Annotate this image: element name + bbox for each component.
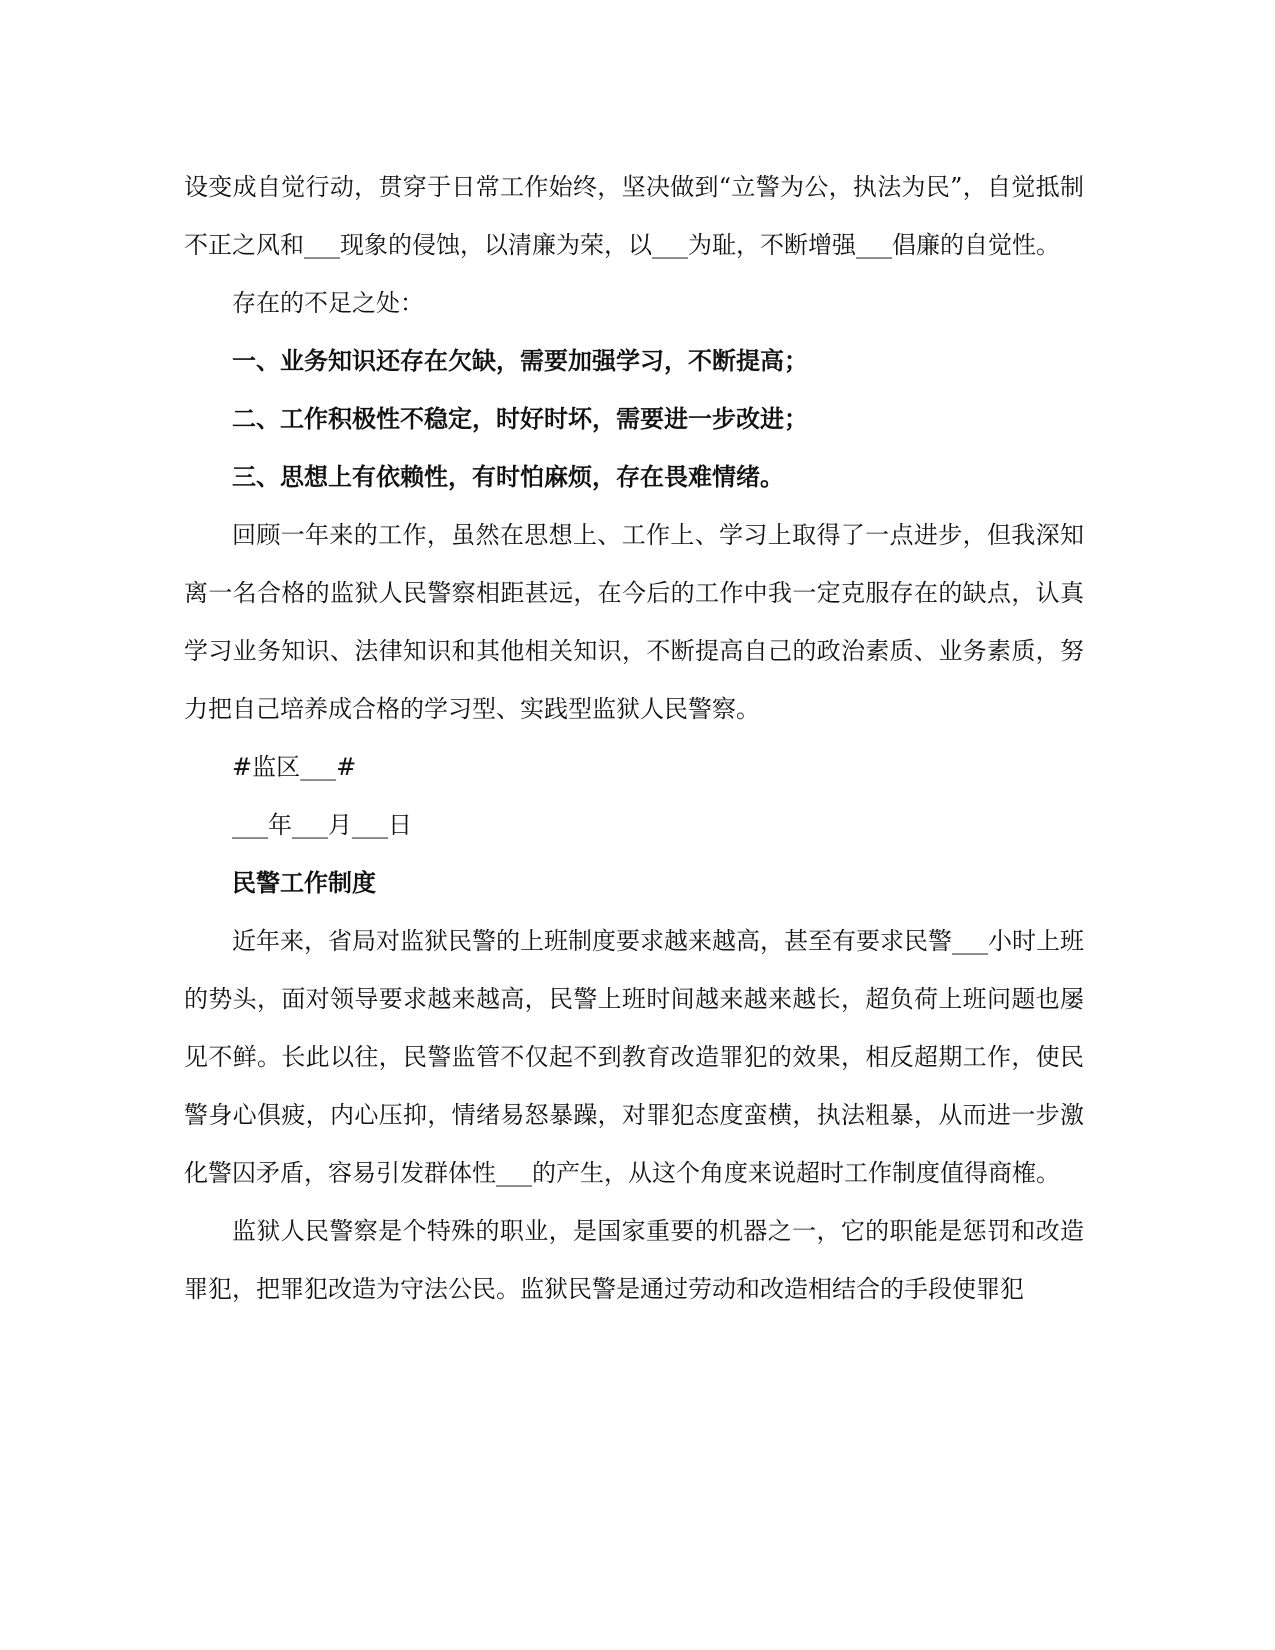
paragraph-continuation: 设变成自觉行动，贯穿于日常工作始终，坚决做到“立警为公，执法为民”，自觉抵制不正之风和___现象的侵蚀，以清廉为荣，以___为耻，不断增强___倡廉的自觉性。 <box>184 173 1084 259</box>
shortcomings-intro: 存在的不足之处： <box>232 289 424 317</box>
shortcoming-item-3: 三、思想上有依赖性，有时怕麻烦，存在畏难情绪。 <box>232 463 784 491</box>
body-paragraph-1: 近年来，省局对监狱民警的上班制度要求越来越高，甚至有要求民警___小时上班的势头，面对领导要求越来越高，民警上班时间越来越来越长，超负荷上班问题也屡见不鲜。长此以往，民警监管不仅起不到教育改造罪犯的效果，相反超期工作，使民警身心俱疲，内心压抑，情绪易怒暴躁，对罪犯态度蛮横，执法粗暴，从而进一步激化警囚矛盾，容易引发群体性___的产生，从这个角度来说超时工作制度值得商榷。 <box>184 927 1084 1187</box>
signature-date: ___年___月___日 <box>232 811 412 839</box>
review-paragraph: 回顾一年来的工作，虽然在思想上、工作上、学习上取得了一点进步，但我深知离一名合格的监狱人民警察相距甚远，在今后的工作中我一定克服存在的缺点，认真学习业务知识、法律知识和其他相关知识，不断提高自己的政治素质、业务素质，努力把自己培养成合格的学习型、实践型监狱人民警察。 <box>184 521 1084 723</box>
shortcoming-item-1: 一、业务知识还存在欠缺，需要加强学习，不断提高； <box>232 347 808 375</box>
body-paragraph-2: 监狱人民警察是个特殊的职业，是国家重要的机器之一，它的职能是惩罚和改造罪犯，把罪犯改造为守法公民。监狱民警是通过劳动和改造相结合的手段使罪犯 <box>184 1217 1084 1303</box>
document-page <box>184 158 1084 1318</box>
shortcoming-item-2: 二、工作积极性不稳定，时好时坏，需要进一步改进； <box>232 405 808 433</box>
signature-unit: #监区___# <box>232 753 357 781</box>
section-title: 民警工作制度 <box>232 869 376 897</box>
